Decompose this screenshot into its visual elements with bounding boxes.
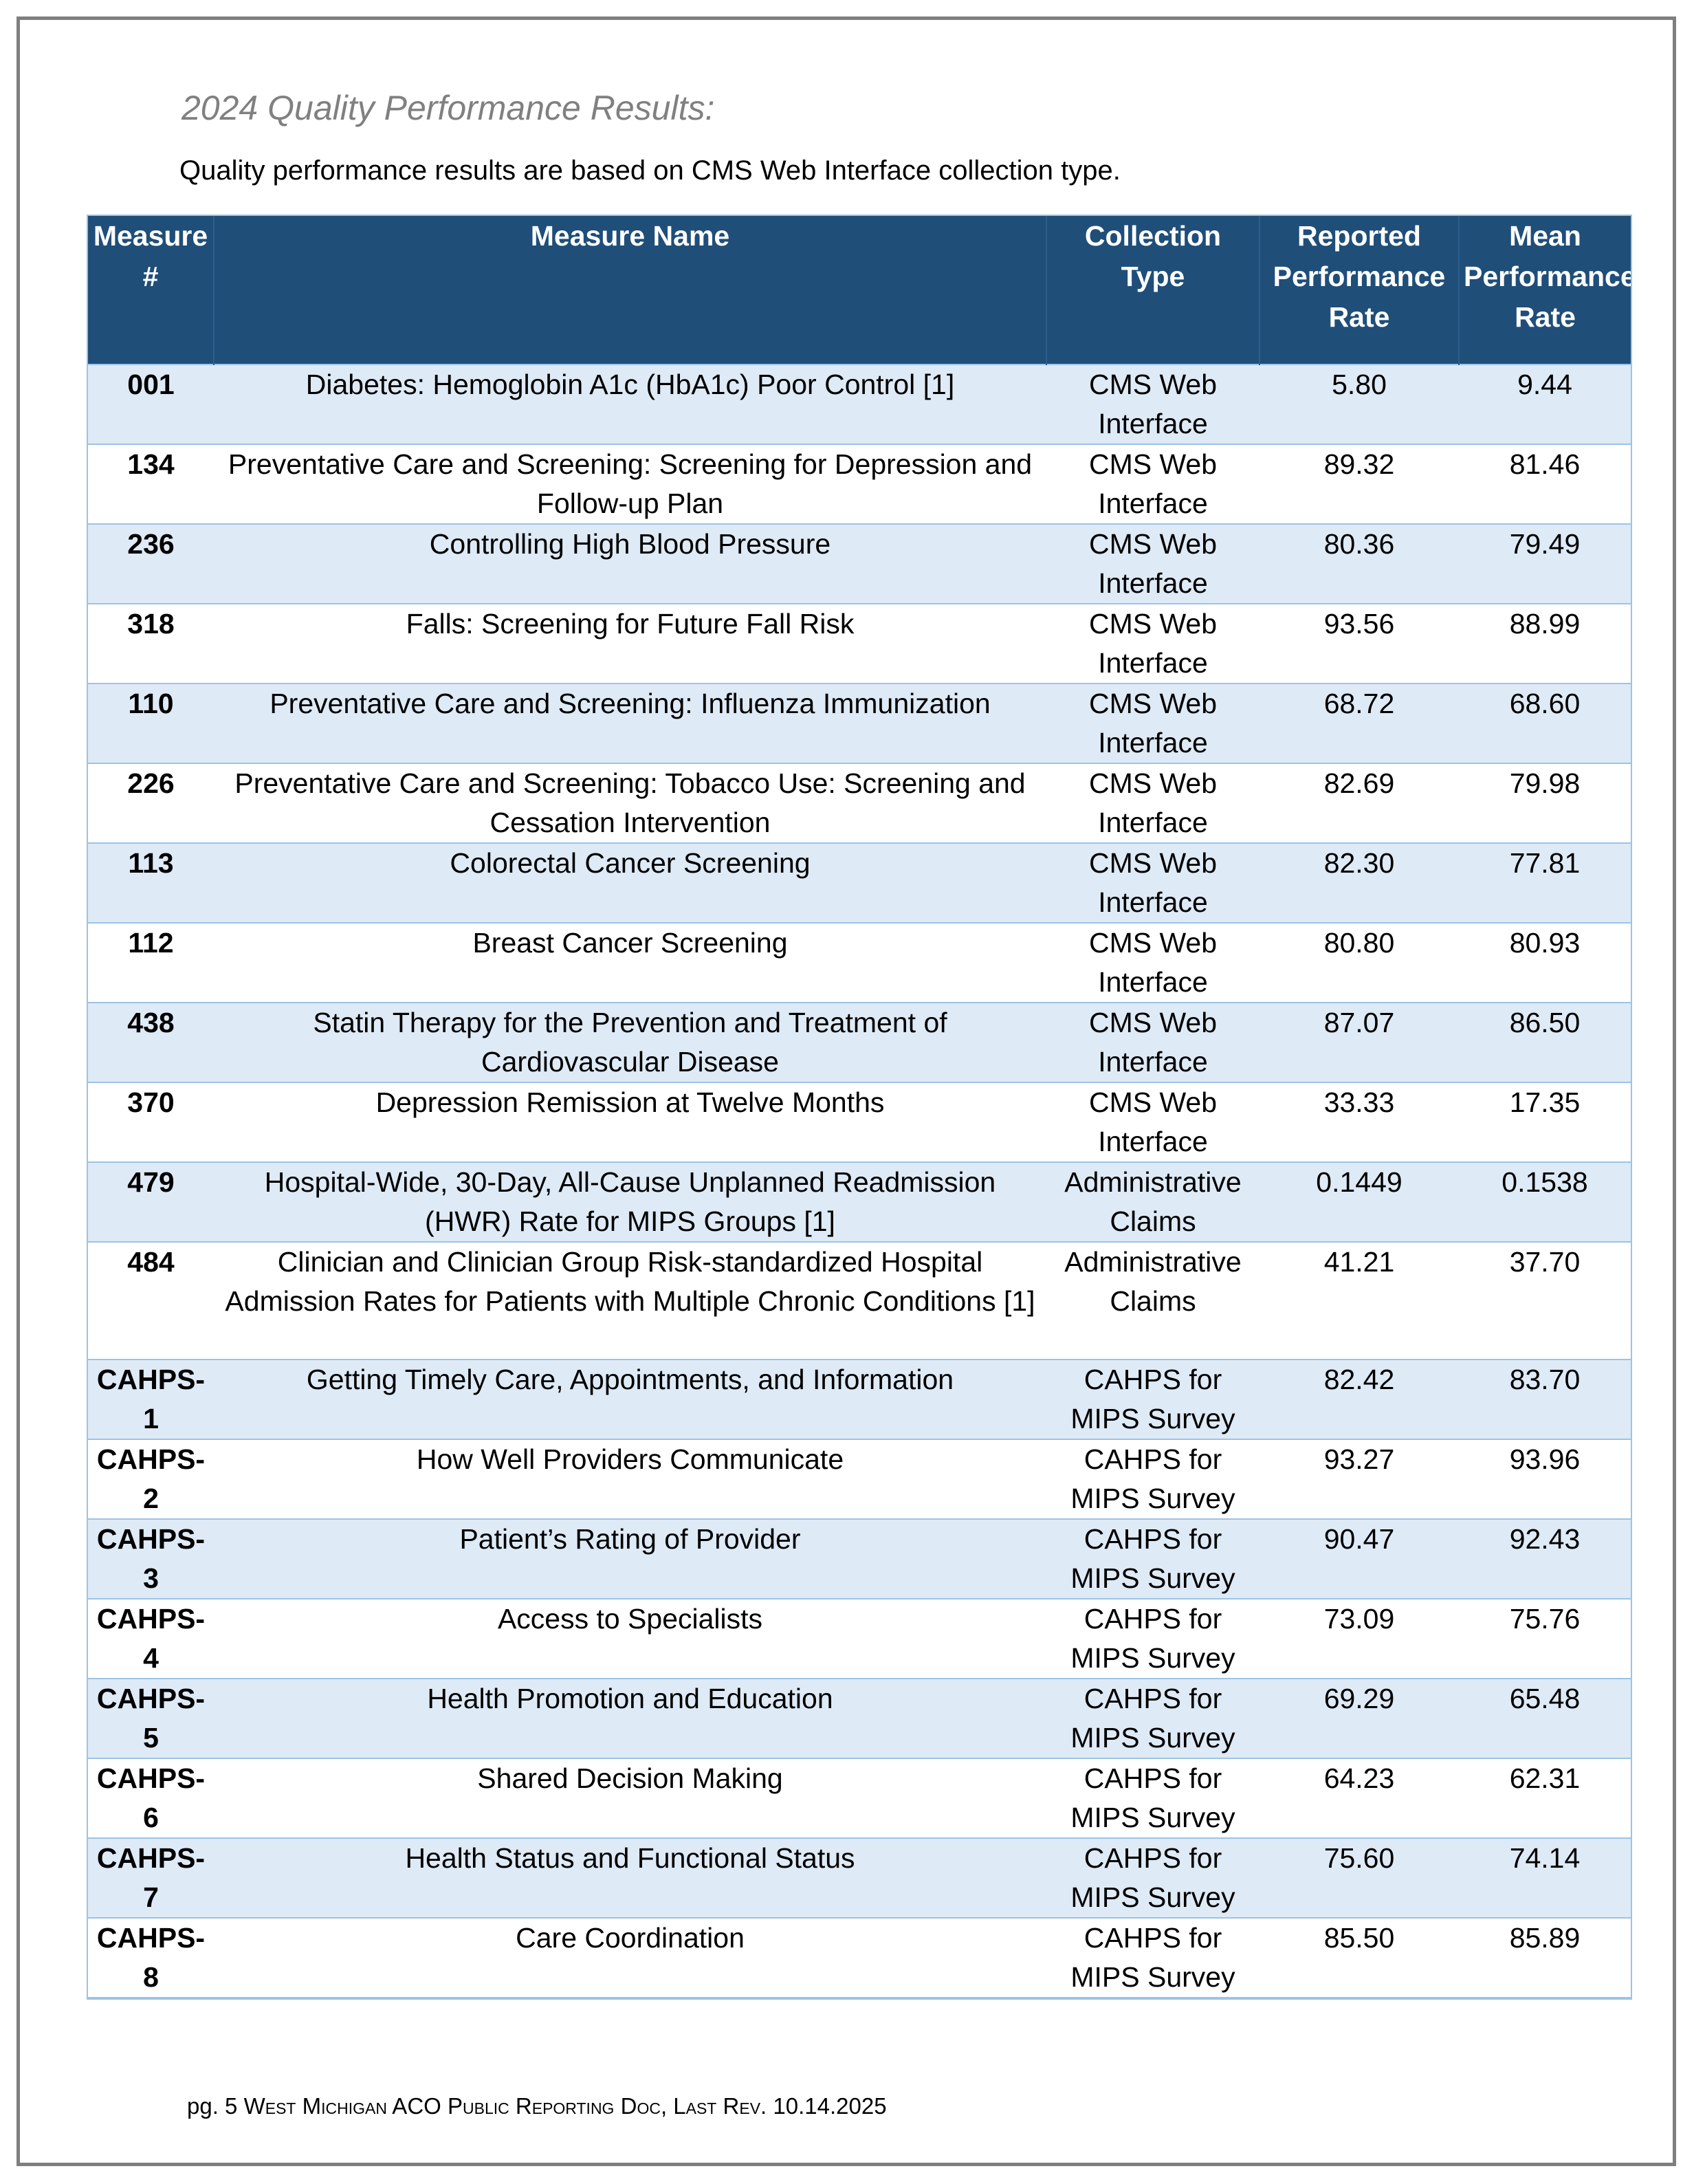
collection-type: CMS Web Interface xyxy=(1046,923,1260,1003)
measure-number: 479 xyxy=(88,1162,214,1242)
measure-number: 236 xyxy=(88,524,214,604)
mean-rate: 80.93 xyxy=(1459,923,1631,1003)
mean-rate: 79.49 xyxy=(1459,524,1631,604)
mean-rate: 88.99 xyxy=(1459,604,1631,684)
measure-name: How Well Providers Communicate xyxy=(214,1439,1046,1519)
table-row xyxy=(88,364,1631,444)
header-collection-type: Collection Type xyxy=(1046,216,1260,364)
header-mean-rate: Mean Performance Rate xyxy=(1459,216,1631,364)
reported-rate: 33.33 xyxy=(1260,1082,1459,1162)
reported-rate: 82.69 xyxy=(1260,763,1459,843)
table-row xyxy=(88,1519,1631,1599)
measure-number: CAHPS-2 xyxy=(88,1439,214,1519)
reported-rate: 64.23 xyxy=(1260,1758,1459,1838)
measure-number: CAHPS-5 xyxy=(88,1679,214,1758)
measure-number: 318 xyxy=(88,604,214,684)
measure-name: Shared Decision Making xyxy=(214,1758,1046,1838)
collection-type: CMS Web Interface xyxy=(1046,843,1260,923)
table-row xyxy=(88,1838,1631,1918)
header-measure-name: Measure Name xyxy=(214,216,1046,364)
page-title: 2024 Quality Performance Results: xyxy=(182,89,715,127)
table-row xyxy=(88,923,1631,1003)
measure-name: Preventative Care and Screening: Influenza Immunization xyxy=(214,684,1046,763)
reported-rate: 93.27 xyxy=(1260,1439,1459,1519)
collection-type: CAHPS for MIPS Survey xyxy=(1046,1758,1260,1838)
table-row xyxy=(88,763,1631,843)
table-row xyxy=(88,1918,1631,1998)
table-row xyxy=(88,1162,1631,1242)
table-row xyxy=(88,1242,1631,1359)
measure-name: Hospital-Wide, 30-Day, All-Cause Unplanned Readmission (HWR) Rate for MIPS Groups [1] xyxy=(214,1162,1046,1242)
mean-rate: 68.60 xyxy=(1459,684,1631,763)
reported-rate: 87.07 xyxy=(1260,1003,1459,1082)
reported-rate: 82.30 xyxy=(1260,843,1459,923)
measure-number: 110 xyxy=(88,684,214,763)
reported-rate: 73.09 xyxy=(1260,1599,1459,1679)
measure-number: 370 xyxy=(88,1082,214,1162)
measure-name: Preventative Care and Screening: Screening for Depression and Follow-up Plan xyxy=(214,444,1046,524)
measure-name: Depression Remission at Twelve Months xyxy=(214,1082,1046,1162)
measure-number: CAHPS-3 xyxy=(88,1519,214,1599)
measure-number: CAHPS-7 xyxy=(88,1838,214,1918)
collection-type: CMS Web Interface xyxy=(1046,684,1260,763)
collection-type: CMS Web Interface xyxy=(1046,444,1260,524)
mean-rate: 37.70 xyxy=(1459,1242,1631,1359)
measure-name: Getting Timely Care, Appointments, and Information xyxy=(214,1359,1046,1439)
measure-name: Health Promotion and Education xyxy=(214,1679,1046,1758)
mean-rate: 77.81 xyxy=(1459,843,1631,923)
mean-rate: 75.76 xyxy=(1459,1599,1631,1679)
reported-rate: 89.32 xyxy=(1260,444,1459,524)
measure-number: 226 xyxy=(88,763,214,843)
collection-type: CMS Web Interface xyxy=(1046,604,1260,684)
collection-type: CAHPS for MIPS Survey xyxy=(1046,1519,1260,1599)
reported-rate: 41.21 xyxy=(1260,1242,1459,1359)
mean-rate: 62.31 xyxy=(1459,1758,1631,1838)
measure-name: Falls: Screening for Future Fall Risk xyxy=(214,604,1046,684)
mean-rate: 92.43 xyxy=(1459,1519,1631,1599)
measure-name: Controlling High Blood Pressure xyxy=(214,524,1046,604)
measure-number: 134 xyxy=(88,444,214,524)
mean-rate: 0.1538 xyxy=(1459,1162,1631,1242)
page-footer xyxy=(187,2093,887,2119)
table-row xyxy=(88,1003,1631,1082)
collection-type: CAHPS for MIPS Survey xyxy=(1046,1599,1260,1679)
mean-rate: 65.48 xyxy=(1459,1679,1631,1758)
measure-number: CAHPS-6 xyxy=(88,1758,214,1838)
mean-rate: 17.35 xyxy=(1459,1082,1631,1162)
page-subtitle: Quality performance results are based on CMS Web Interface collection type. xyxy=(179,155,1121,186)
measure-name: Clinician and Clinician Group Risk-standardized Hospital Admission Rates for Patients with Multiple Chronic Conditions [1] xyxy=(214,1242,1046,1359)
table-row xyxy=(88,1082,1631,1162)
mean-rate: 79.98 xyxy=(1459,763,1631,843)
collection-type: CAHPS for MIPS Survey xyxy=(1046,1439,1260,1519)
collection-type: CMS Web Interface xyxy=(1046,1003,1260,1082)
reported-rate: 5.80 xyxy=(1260,364,1459,444)
mean-rate: 83.70 xyxy=(1459,1359,1631,1439)
header-reported-rate: Reported Performance Rate xyxy=(1260,216,1459,364)
collection-type: CAHPS for MIPS Survey xyxy=(1046,1679,1260,1758)
measure-name: Care Coordination xyxy=(214,1918,1046,1998)
measure-number: CAHPS-8 xyxy=(88,1918,214,1998)
page-number: pg. 5 xyxy=(187,2093,238,2119)
measure-name: Access to Specialists xyxy=(214,1599,1046,1679)
header-measure-number: Measure # xyxy=(88,216,214,364)
table-row xyxy=(88,1758,1631,1838)
measure-name: Statin Therapy for the Prevention and Treatment of Cardiovascular Disease xyxy=(214,1003,1046,1082)
measure-name: Colorectal Cancer Screening xyxy=(214,843,1046,923)
reported-rate: 69.29 xyxy=(1260,1679,1459,1758)
measure-name: Diabetes: Hemoglobin A1c (HbA1c) Poor Control [1] xyxy=(214,364,1046,444)
table-row xyxy=(88,1359,1631,1439)
measure-name: Health Status and Functional Status xyxy=(214,1838,1046,1918)
table-row xyxy=(88,604,1631,684)
measure-number: CAHPS-1 xyxy=(88,1359,214,1439)
collection-type: CAHPS for MIPS Survey xyxy=(1046,1359,1260,1439)
table-row xyxy=(88,1679,1631,1758)
measure-number: 484 xyxy=(88,1242,214,1359)
table-row xyxy=(88,444,1631,524)
mean-rate: 86.50 xyxy=(1459,1003,1631,1082)
reported-rate: 85.50 xyxy=(1260,1918,1459,1998)
reported-rate: 75.60 xyxy=(1260,1838,1459,1918)
measure-name: Preventative Care and Screening: Tobacco Use: Screening and Cessation Intervention xyxy=(214,763,1046,843)
mean-rate: 74.14 xyxy=(1459,1838,1631,1918)
reported-rate: 80.36 xyxy=(1260,524,1459,604)
mean-rate: 93.96 xyxy=(1459,1439,1631,1519)
collection-type: CAHPS for MIPS Survey xyxy=(1046,1838,1260,1918)
reported-rate: 90.47 xyxy=(1260,1519,1459,1599)
mean-rate: 85.89 xyxy=(1459,1918,1631,1998)
table-row xyxy=(88,843,1631,923)
measure-number: 113 xyxy=(88,843,214,923)
footer-doc-title: West Michigan ACO Public Reporting Doc, Last Rev. 10.14.2025 xyxy=(243,2093,887,2119)
table-row xyxy=(88,684,1631,763)
reported-rate: 82.42 xyxy=(1260,1359,1459,1439)
measure-name: Patient’s Rating of Provider xyxy=(214,1519,1046,1599)
reported-rate: 68.72 xyxy=(1260,684,1459,763)
measure-number: 438 xyxy=(88,1003,214,1082)
measure-number: CAHPS-4 xyxy=(88,1599,214,1679)
reported-rate: 93.56 xyxy=(1260,604,1459,684)
table-row xyxy=(88,1439,1631,1519)
table-row xyxy=(88,1599,1631,1679)
mean-rate: 9.44 xyxy=(1459,364,1631,444)
measure-name: Breast Cancer Screening xyxy=(214,923,1046,1003)
measure-number: 112 xyxy=(88,923,214,1003)
measure-number: 001 xyxy=(88,364,214,444)
collection-type: CMS Web Interface xyxy=(1046,524,1260,604)
table-row xyxy=(88,524,1631,604)
reported-rate: 80.80 xyxy=(1260,923,1459,1003)
table-header-row xyxy=(88,216,1631,364)
collection-type: CAHPS for MIPS Survey xyxy=(1046,1918,1260,1998)
collection-type: Administrative Claims xyxy=(1046,1242,1260,1359)
collection-type: Administrative Claims xyxy=(1046,1162,1260,1242)
collection-type: CMS Web Interface xyxy=(1046,763,1260,843)
reported-rate: 0.1449 xyxy=(1260,1162,1459,1242)
collection-type: CMS Web Interface xyxy=(1046,364,1260,444)
mean-rate: 81.46 xyxy=(1459,444,1631,524)
collection-type: CMS Web Interface xyxy=(1046,1082,1260,1162)
quality-results-table xyxy=(88,216,1636,1998)
